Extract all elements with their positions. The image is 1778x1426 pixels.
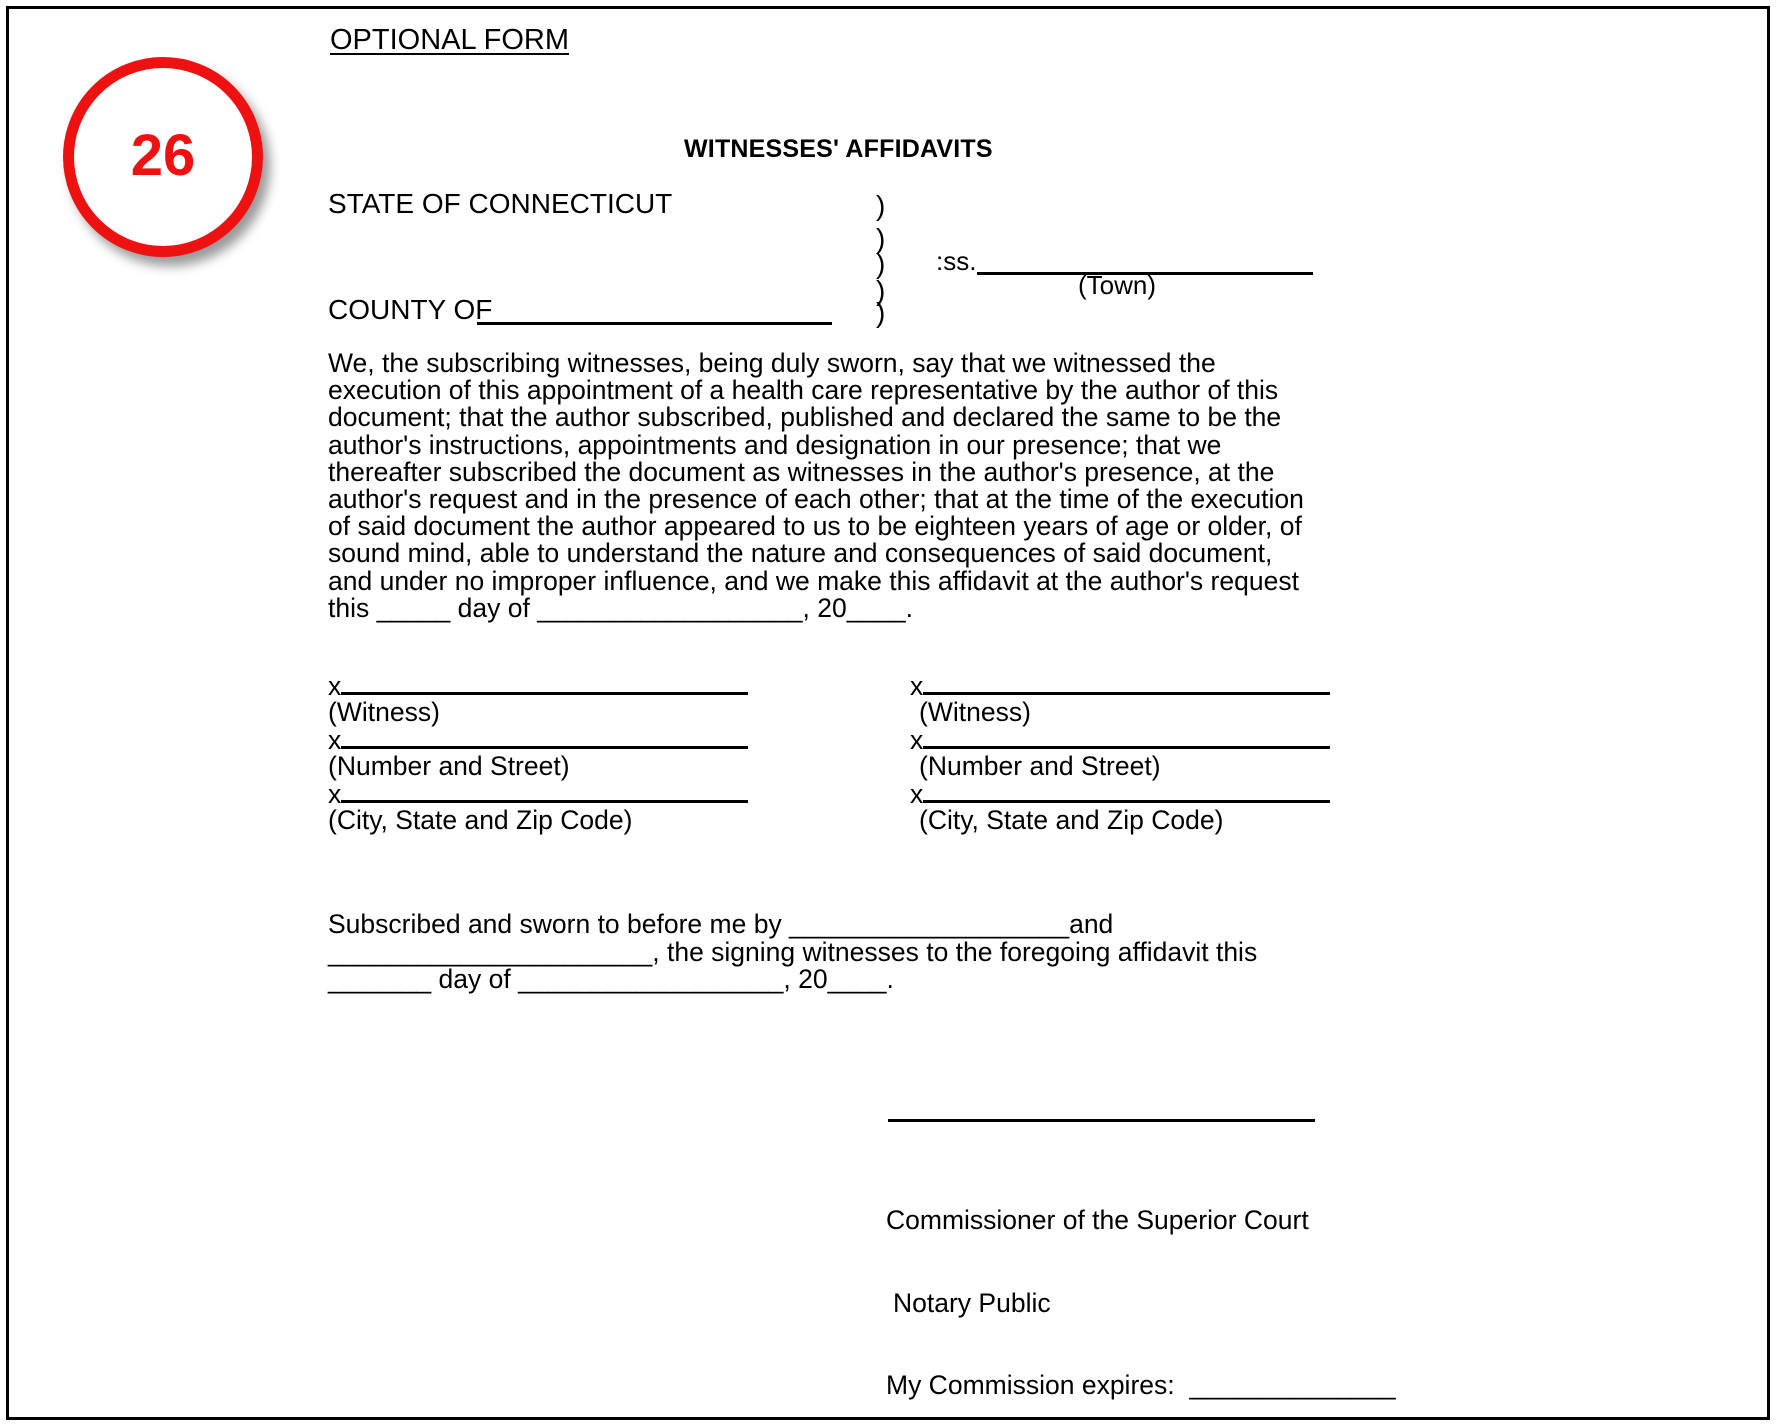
signature-line-row[interactable] xyxy=(328,672,748,699)
signature-line-row[interactable] xyxy=(328,726,748,753)
signature-rule[interactable] xyxy=(341,746,748,749)
county-blank-rule[interactable] xyxy=(477,322,832,325)
signature-rule[interactable] xyxy=(923,692,1330,695)
signature-line-row[interactable] xyxy=(328,780,748,807)
ss-label: :ss. xyxy=(936,246,977,276)
signature-x-mark: x xyxy=(328,724,342,755)
document-title: WITNESSES' AFFIDAVITS xyxy=(684,135,993,163)
optional-form-heading: OPTIONAL FORM xyxy=(330,24,569,56)
signature-rule[interactable] xyxy=(341,800,748,803)
venue-paren-1: ) xyxy=(876,190,886,221)
signature-line-row[interactable] xyxy=(910,780,1330,807)
state-label: STATE OF CONNECTICUT xyxy=(328,188,673,219)
subscribed-and-sworn-paragraph: Subscribed and sworn to before me by ___________________and ______________________, the signing witnesses to the foregoing affidavit this _______ day of __________________, 20____. xyxy=(328,909,1258,994)
signature-x-mark: x xyxy=(910,724,924,755)
signature-caption: (Number and Street) xyxy=(919,751,1161,781)
venue-paren-5: ) xyxy=(876,297,886,328)
venue-paren-2: ) xyxy=(876,223,886,254)
step-number-label: 26 xyxy=(130,123,196,188)
signature-x-mark: x xyxy=(910,670,924,701)
signature-x-mark: x xyxy=(328,670,342,701)
town-caption: (Town) xyxy=(1078,270,1157,300)
venue-paren-3: ) xyxy=(876,248,886,279)
venue-paren-4: ) xyxy=(876,275,886,306)
step-number-badge xyxy=(63,57,263,257)
notary-signature-rule[interactable] xyxy=(888,1119,1315,1122)
commissioner-title: Commissioner of the Superior Court xyxy=(886,1205,1309,1235)
commission-expires-label: My Commission expires: ______________ xyxy=(886,1370,1396,1400)
notary-public-title: Notary Public xyxy=(893,1287,1051,1318)
signature-caption: (Witness) xyxy=(328,697,440,727)
signature-rule[interactable] xyxy=(341,692,748,695)
signature-rule[interactable] xyxy=(923,800,1330,803)
signature-rule[interactable] xyxy=(923,746,1330,749)
signature-caption: (City, State and Zip Code) xyxy=(328,805,633,835)
notary-block xyxy=(886,1152,1396,1426)
signature-caption: (Number and Street) xyxy=(328,751,570,781)
witness-signature-block-left xyxy=(328,672,748,834)
signature-line-row[interactable] xyxy=(910,726,1330,753)
county-label: COUNTY OF xyxy=(328,294,493,325)
signature-caption: (City, State and Zip Code) xyxy=(919,805,1224,835)
signature-x-mark: x xyxy=(328,778,342,809)
signature-line-row[interactable] xyxy=(910,672,1330,699)
signature-x-mark: x xyxy=(910,778,924,809)
affidavit-body-paragraph: We, the subscribing witnesses, being duly sworn, say that we witnessed the execution of this appointment of a health care representative by the author of this document; that the author subscribed, published and declared the same to be the author's instructions, appointments and designation in our presence; that we thereafter subscribed the document as witnesses in the author's presence, at the author's request and in the presence of each other; that at the time of the execution of said document the author appeared to us to be eighteen years of age or older, of sound mind, able to understand the nature and consequences of said document, and under no improper influence, and we make this affidavit at the author's request this _____ day of __________________, 20____. xyxy=(328,348,1304,623)
signature-caption: (Witness) xyxy=(919,697,1031,727)
witness-signature-block-right xyxy=(910,672,1330,834)
